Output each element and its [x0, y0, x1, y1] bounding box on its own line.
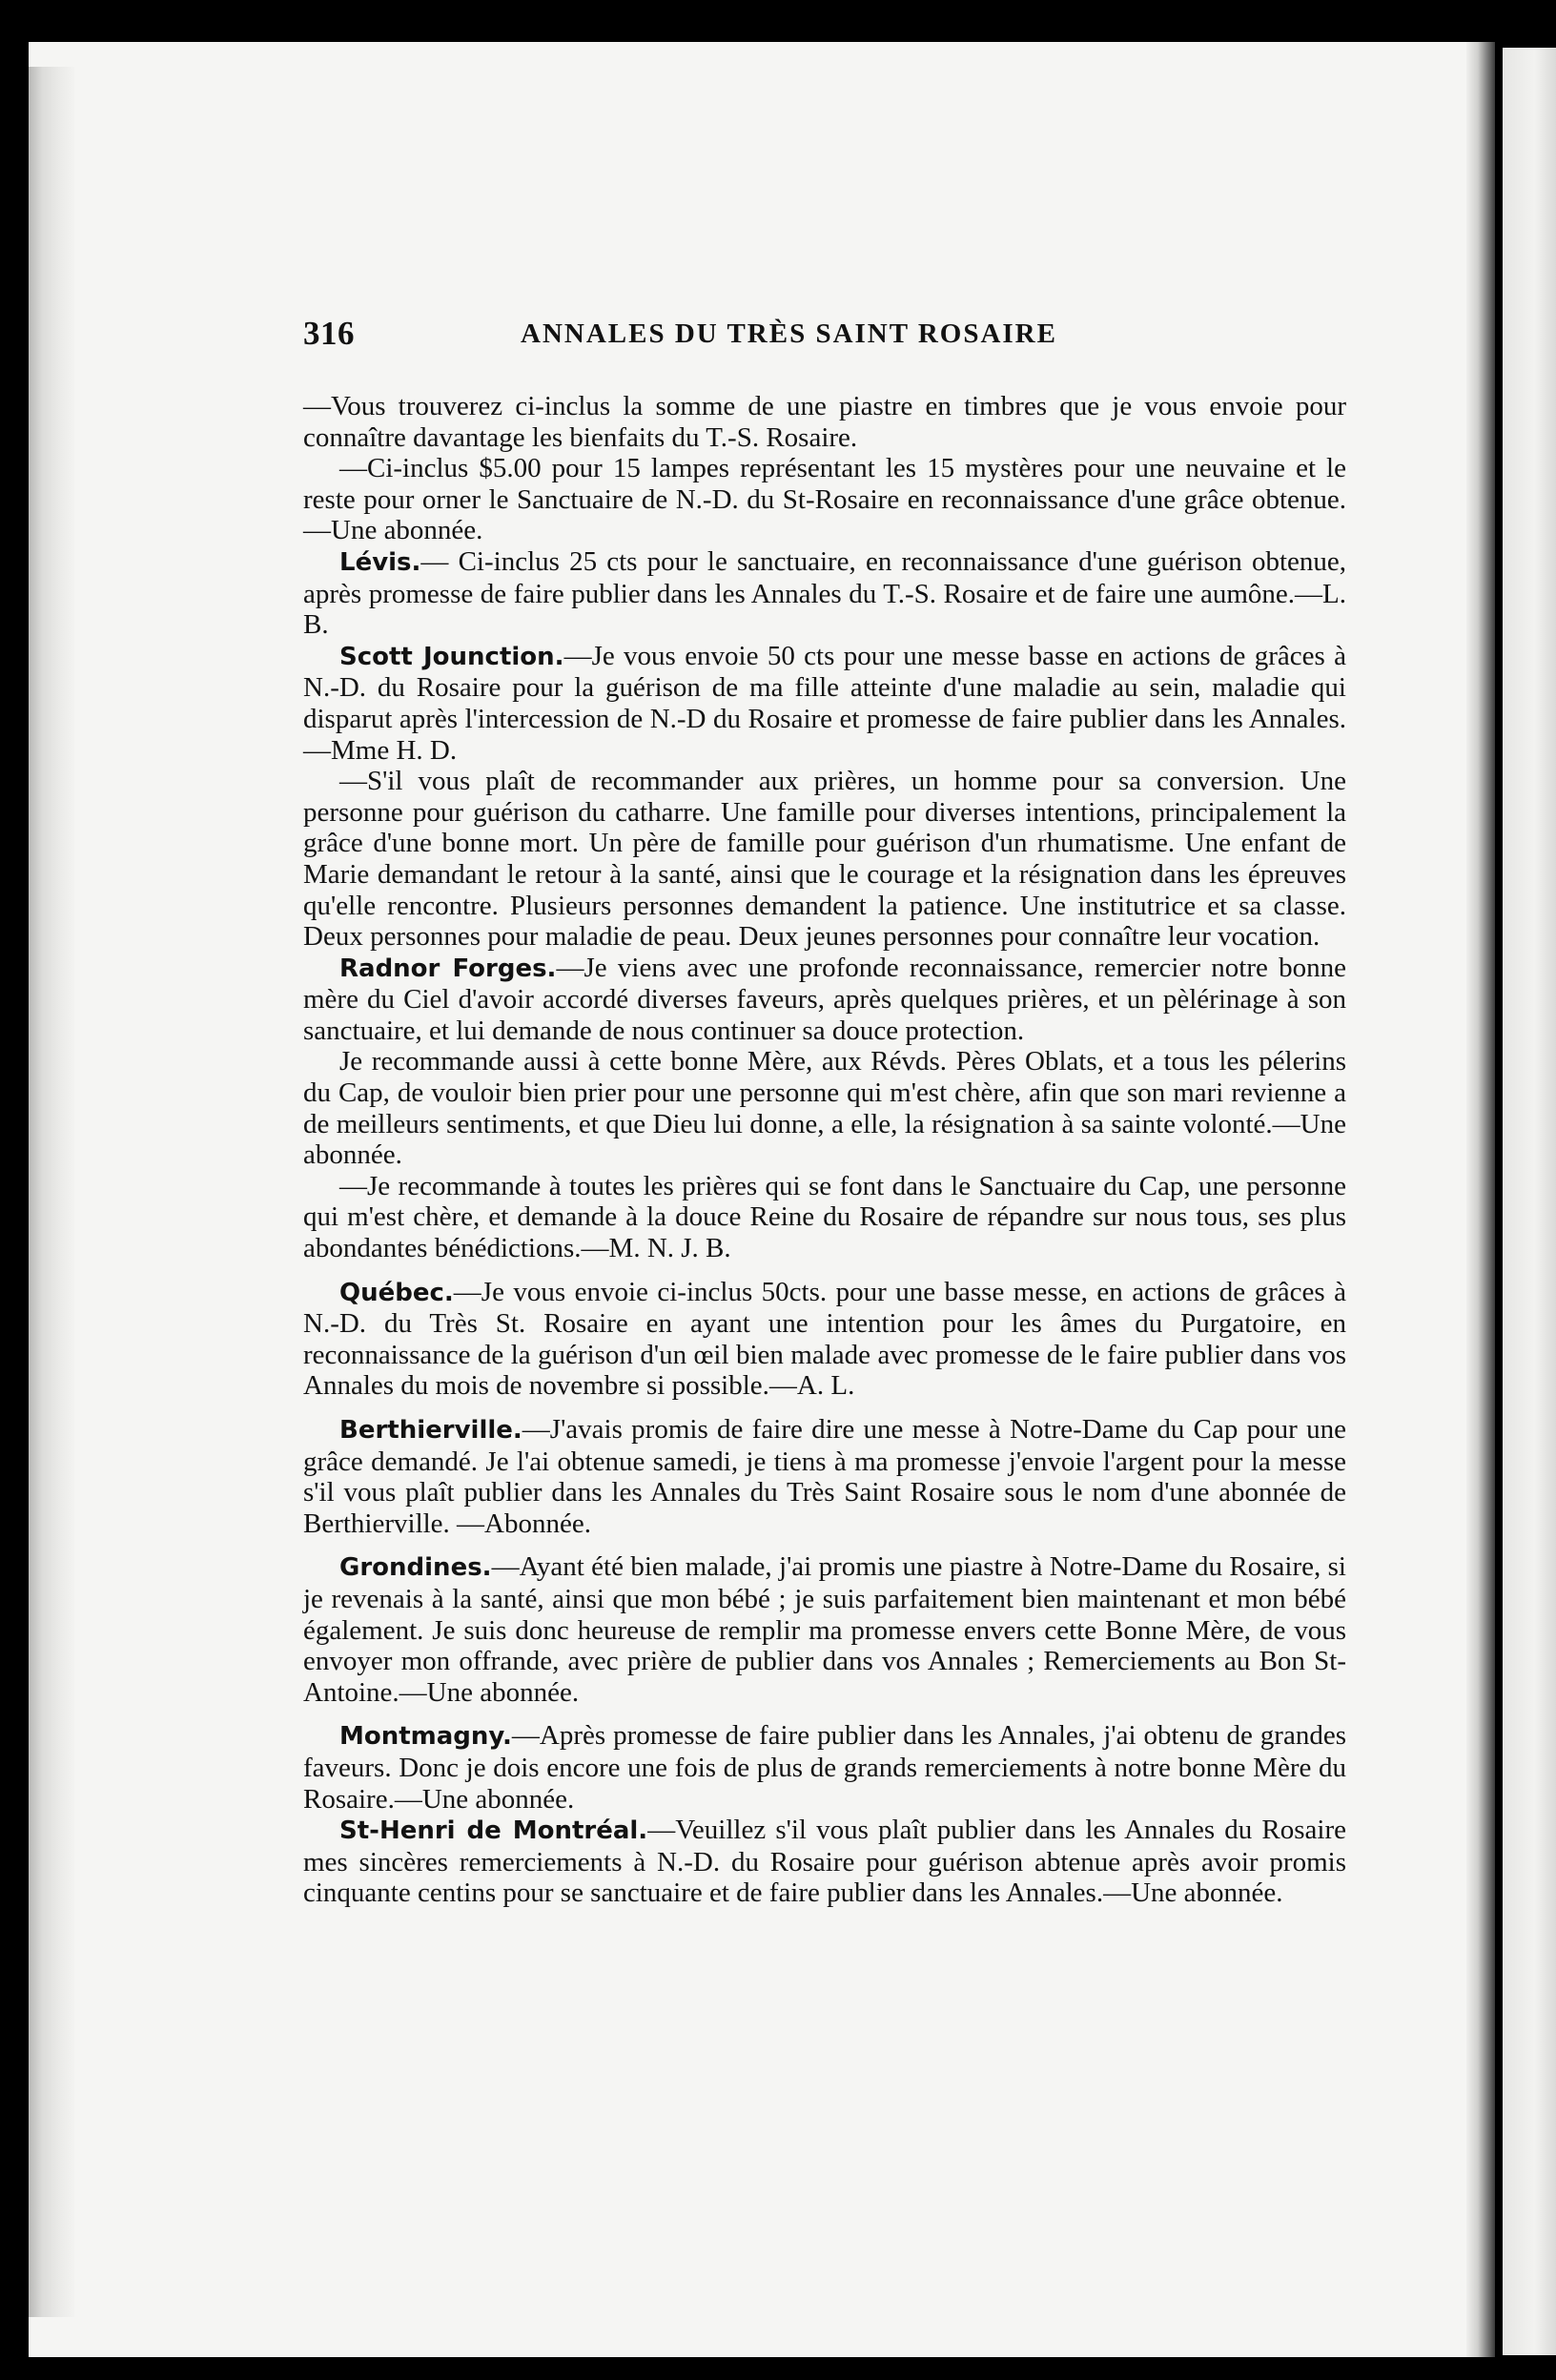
- page-number: 316: [303, 315, 355, 352]
- body-text: [303, 391, 1346, 1909]
- place-name: Scott Jounction.: [339, 642, 564, 671]
- next-page-edge: [1503, 48, 1556, 2355]
- paragraph-text: —Vous trouverez ci-inclus la somme de une piastre en timbres que je vous envoie pour connaître davantage les bienfaits du T.-S. Rosaire.: [303, 391, 1346, 453]
- paragraph: [303, 1720, 1346, 1815]
- place-name: St-Henri de Montréal.: [339, 1816, 648, 1846]
- paragraph: [303, 1277, 1346, 1402]
- paragraph-text: —Ci-inclus $5.00 pour 15 lampes représentant les 15 mystères pour une neuvaine et le reste pour orner le Sanctuaire de N.-D. du St-Rosaire en reconnaissance d'une grâce obtenue.—Une abonnée.: [303, 453, 1346, 546]
- page-header: [303, 315, 1346, 368]
- paragraph-text: —Je viens avec une profonde reconnaissance, remercier notre bonne mère du Ciel d'avoir accordé diverses faveurs, après quelques prières, et un pèlérinage à son sanctuaire, et lui demande de nous continuer sa douce protection.: [303, 952, 1347, 1046]
- paragraph-text: —Après promesse de faire publier dans les Annales, j'ai obtenu de grandes faveurs. Donc je dois encore une fois de plus de grands remerciements à notre bonne Mère du Rosaire.—Une abonnée.: [303, 1720, 1346, 1815]
- paragraph: [303, 391, 1346, 453]
- paragraph: [303, 546, 1346, 641]
- page-gutter-shadow: [1466, 42, 1495, 2357]
- paragraph-text: —Veuillez s'il vous plaît publier dans les Annales du Rosaire mes sincères remerciements à N.-D. du Rosaire pour guérison abtenue après avoir promis cinquante centins pour se sanctuaire et de faire publier dans les Annales.—Une abonnée.: [303, 1815, 1346, 1909]
- paragraph: [303, 1046, 1346, 1170]
- place-name: Radnor Forges.: [339, 954, 557, 983]
- paragraph-text: —J'avais promis de faire dire une messe à Notre-Dame du Cap pour une grâce demandé. Je l'ai obtenue samedi, je tiens à ma promesse j'envoie l'argent pour la messe s'il vous plaît publier dans les Annales du Très Saint Rosaire sous le nom d'une abonnée de Berthierville. —Abonnée.: [303, 1414, 1346, 1539]
- place-name: Québec.: [339, 1278, 454, 1307]
- paragraph-text: —Je recommande à toutes les prières qui se font dans le Sanctuaire du Cap, une personne qui m'est chère, et demande à la douce Reine du Rosaire de répandre sur nous tous, ses plus abondantes bénédictions.—M. N. J. B.: [303, 1170, 1346, 1264]
- paragraph-text: Je recommande aussi à cette bonne Mère, aux Révds. Pères Oblats, et a tous les pélerins du Cap, de vouloir bien prier pour une personne qui m'est chère, afin que son mari revienne a de meilleurs sentiments, et que Dieu lui donne, a elle, la résignation à sa sainte volonté.—Une abonnée.: [303, 1046, 1346, 1171]
- paragraph: [303, 641, 1346, 766]
- paragraph: [303, 1171, 1346, 1264]
- paragraph-text: —Je vous envoie 50 cts pour une messe basse en actions de grâces à N.-D. du Rosaire pour la guérison de ma fille atteinte d'une maladie au sein, maladie qui disparut après l'intercession de N.-D du Rosaire et promesse de faire publier dans les Annales.—Mme H. D.: [303, 640, 1346, 766]
- place-name: Grondines.: [339, 1553, 492, 1583]
- paragraph-text: —Ayant été bien malade, j'ai promis une piastre à Notre-Dame du Rosaire, si je revenais à la santé, ainsi que mon bébé ; je suis parfaitement bien maintenant et mon bébé également. Je suis donc heureuse de remplir ma promesse envers cette Bonne Mère, de vous envoyer mon offrande, avec prière de publier dans vos Annales ; Remerciements au Bon St-Antoine.—Une abonnée.: [303, 1551, 1346, 1708]
- place-name: Berthierville.: [339, 1416, 522, 1445]
- place-name: Lévis.: [339, 547, 421, 577]
- place-name: Montmagny.: [339, 1722, 512, 1752]
- running-title: ANNALES DU TRÈS SAINT ROSAIRE: [521, 318, 1057, 349]
- paragraph-text: — Ci-inclus 25 cts pour le sanctuaire, en reconnaissance d'une guérison obtenue, après promesse de faire publier dans les Annales du T.-S. Rosaire et de faire une aumône.—L. B.: [303, 545, 1346, 641]
- paragraph: [303, 1414, 1346, 1539]
- paragraph: [303, 453, 1346, 546]
- paragraph: [303, 766, 1346, 953]
- paragraph: [303, 1815, 1346, 1909]
- page-left-edge: [29, 67, 74, 2317]
- paragraph: [303, 953, 1346, 1047]
- page-content: [303, 315, 1346, 1909]
- paragraph-text: —Je vous envoie ci-inclus 50cts. pour une basse messe, en actions de grâces à N.-D. du Très St. Rosaire en ayant une intention pour les âmes du Purgatoire, en reconnaissance de la guérison d'un œil bien malade avec promesse de le faire publier dans vos Annales du mois de novembre si possible.—A. L.: [303, 1276, 1346, 1402]
- paragraph: [303, 1551, 1346, 1708]
- paragraph-text: —S'il vous plaît de recommander aux prières, un homme pour sa conversion. Une personne pour guérison du catharre. Une famille pour diverses intentions, principalement la grâce d'une bonne mort. Un père de famille pour guérison d'un rhumatisme. Une enfant de Marie demandant le retour à la santé, ainsi que le courage et la résignation dans les épreuves qu'elle rencontre. Plusieurs personnes demandent la patience. Une institutrice et sa classe. Deux personnes pour maladie de peau. Deux jeunes personnes pour connaître leur vocation.: [303, 766, 1346, 953]
